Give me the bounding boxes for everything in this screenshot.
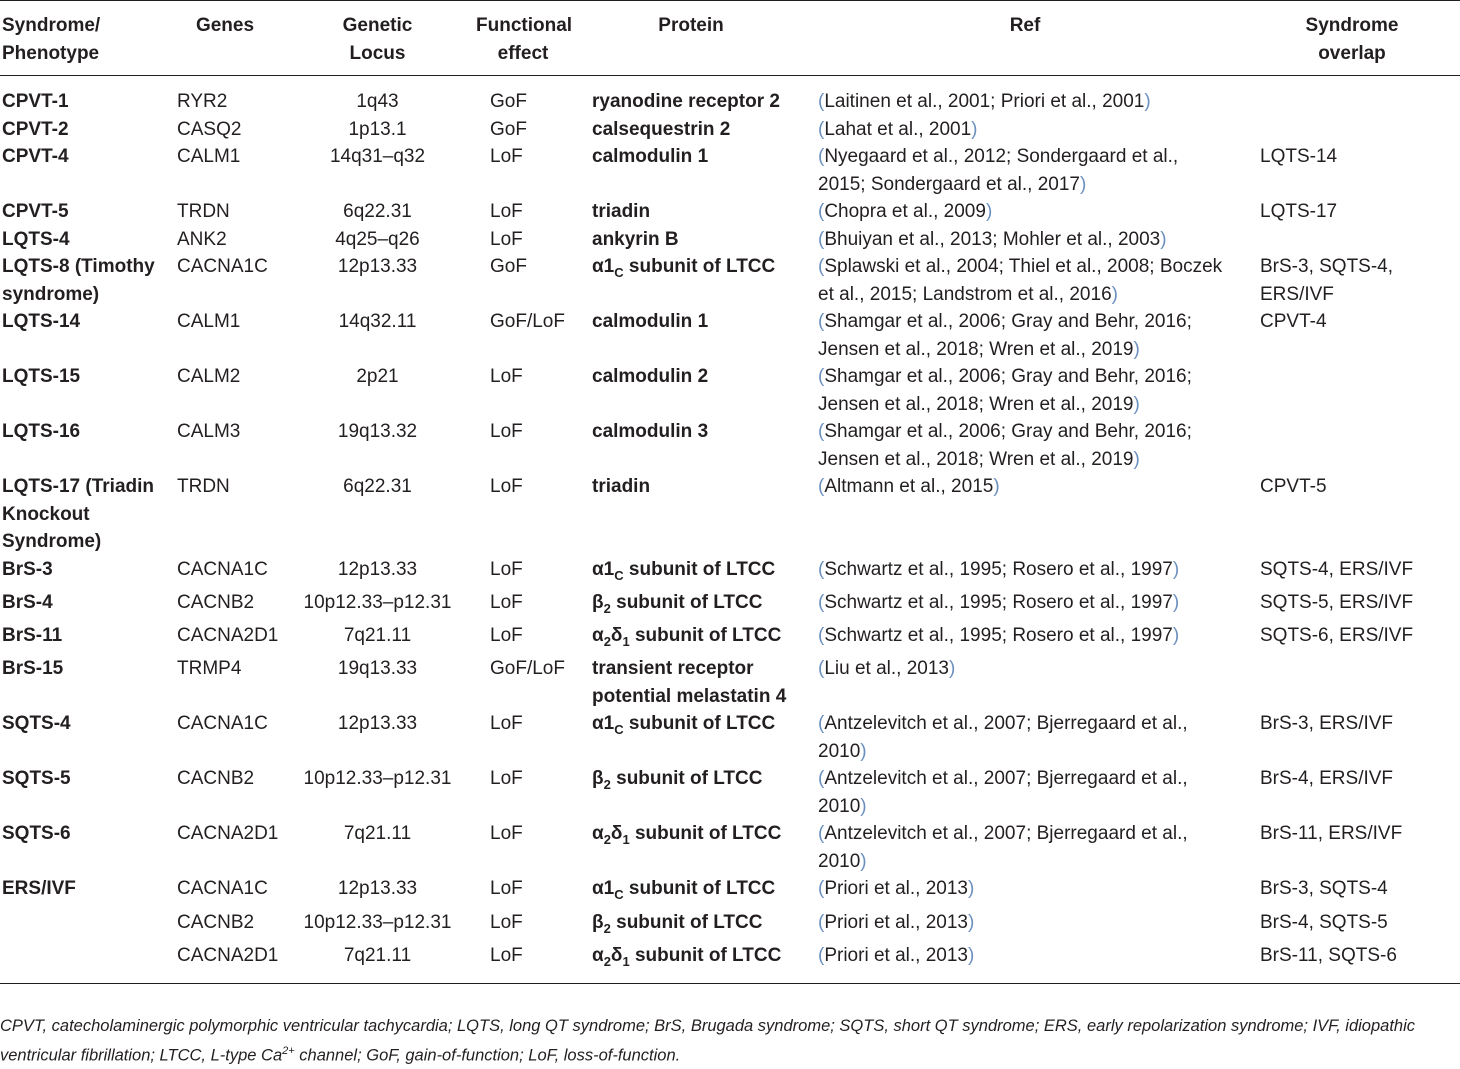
header-locus: Genetic Locus — [342, 15, 413, 64]
protein-cell: $\beta_2$ subunit of LTCC — [592, 768, 763, 793]
gene-cell: TRDN — [177, 476, 230, 497]
gene-cell: CACNA1C — [177, 713, 268, 735]
protein-cell: $\beta_2$ subunit of LTCC — [592, 911, 763, 936]
protein-cell: $\alpha 1_C$ subunit of LTCC — [592, 256, 776, 280]
header-ref: Ref — [1009, 15, 1041, 36]
ref-cell: (Laitinen et al., 2001; Priori et al., 2001) — [818, 91, 1151, 112]
table-row — [0, 226, 1460, 254]
ref-cell: (Antzelevitch et al., 2007; Bjerregaard et al., 2010) — [818, 823, 1188, 872]
locus-cell: 14q32.11 — [338, 311, 417, 332]
ref-cell: (Schwartz et al., 1995; Rosero et al., 1997) — [818, 625, 1180, 647]
syndrome-cell: CPVT-2 — [2, 118, 69, 140]
table-row — [0, 308, 1460, 363]
effect-cell: LoF — [490, 911, 523, 933]
overlap-cell: BrS-4, SQTS-5 — [1260, 911, 1388, 933]
syndrome-cell: LQTS-8 (Timothy syndrome) — [2, 256, 155, 305]
gene-cell: TRDN — [177, 201, 230, 222]
protein-cell: calmodulin 2 — [592, 366, 709, 387]
protein-cell: triadin — [592, 476, 651, 497]
effect-cell: LoF — [490, 476, 523, 497]
protein-cell: ankyrin B — [592, 228, 679, 250]
ref-cell: (Nyegaard et al., 2012; Sondergaard et al., 2015; Sondergaard et al., 2017) — [818, 146, 1179, 195]
effect-cell: LoF — [490, 768, 523, 790]
syndrome-cell: BrS-4 — [2, 591, 53, 613]
effect-cell: GoF/LoF — [490, 311, 565, 332]
table-footnote: CPVT, catecholaminergic polymorphic ventricular tachycardia; LQTS, long QT syndrome; BrS, Brugada syndrome; SQTS, short QT syndrome; ERS, early repolarization syndrome; IVF, idiopathic ventricular fibrillation; LTCC, L-type $Ca^{2+}$ channel; GoF, gain-of-function; LoF, loss-of-function. — [0, 1017, 1416, 1065]
syndrome-cell: LQTS-15 — [2, 366, 81, 387]
table-row — [0, 820, 1460, 875]
protein-cell: calmodulin 1 — [592, 146, 709, 167]
table-row — [0, 556, 1460, 589]
gene-cell: CALM2 — [177, 366, 241, 387]
protein-cell: calsequestrin 2 — [592, 118, 731, 140]
locus-cell: 6q22.31 — [343, 201, 412, 222]
protein-cell: triadin — [592, 201, 651, 222]
overlap-cell: CPVT-4 — [1260, 311, 1327, 332]
table-row — [0, 875, 1460, 908]
gene-cell: CALM1 — [177, 311, 241, 332]
gene-cell: TRMP4 — [177, 658, 242, 680]
ref-cell: (Antzelevitch et al., 2007; Bjerregaard et al., 2010) — [818, 713, 1188, 762]
locus-cell: 12p13.33 — [337, 878, 418, 900]
syndrome-cell: SQTS-6 — [2, 823, 71, 845]
syndrome-cell: LQTS-17 (Triadin Knockout Syndrome) — [2, 476, 155, 552]
protein-cell: $\alpha_2\delta_1$ subunit of LTCC — [592, 625, 782, 649]
table-header — [0, 1, 1460, 76]
effect-cell: LoF — [490, 366, 523, 387]
protein-cell: ryanodine receptor 2 — [592, 91, 780, 112]
header-overlap: Syndrome overlap — [1305, 15, 1399, 64]
locus-cell: 12p13.33 — [337, 558, 418, 580]
locus-cell: 19q13.33 — [337, 658, 418, 680]
ref-cell: (Altmann et al., 2015) — [818, 476, 1000, 497]
table-row — [0, 589, 1460, 622]
overlap-cell — [1244, 363, 1460, 418]
gene-cell: CALM3 — [177, 421, 241, 442]
gene-cell: CACNA1C — [177, 256, 268, 277]
ref-cell: (Liu et al., 2013) — [818, 658, 956, 680]
gene-cell: CALM1 — [177, 146, 241, 167]
effect-cell: LoF — [490, 558, 523, 580]
effect-cell: LoF — [490, 823, 523, 845]
ref-cell: (Shamgar et al., 2006; Gray and Behr, 2016; Jensen et al., 2018; Wren et al., 2019) — [818, 311, 1192, 360]
overlap-cell — [1244, 655, 1460, 710]
table-row — [0, 116, 1460, 144]
gene-cell: CACNA2D1 — [177, 625, 279, 647]
effect-cell: LoF — [490, 201, 523, 222]
locus-cell: 7q21.11 — [343, 625, 412, 647]
table-row — [0, 143, 1460, 198]
table-row — [0, 76, 1460, 116]
effect-cell: GoF/LoF — [490, 658, 565, 680]
locus-cell: 4q25–q26 — [335, 228, 420, 250]
protein-cell: $\alpha_2\delta_1$ subunit of LTCC — [592, 823, 782, 848]
effect-cell: LoF — [490, 591, 523, 613]
gene-cell: RYR2 — [177, 91, 228, 112]
syndrome-cell — [0, 942, 165, 984]
protein-cell: calmodulin 1 — [592, 311, 709, 332]
locus-cell: 10p12.33–p12.31 — [303, 911, 452, 933]
ref-cell: (Chopra et al., 2009) — [818, 201, 993, 222]
effect-cell: LoF — [490, 944, 523, 966]
locus-cell: 6q22.31 — [343, 476, 412, 497]
syndrome-cell: CPVT-5 — [2, 201, 69, 222]
ref-cell: (Priori et al., 2013) — [818, 878, 975, 900]
protein-cell: calmodulin 3 — [592, 421, 709, 442]
overlap-cell: SQTS-5, ERS/IVF — [1260, 591, 1414, 613]
locus-cell: 1q43 — [356, 91, 399, 112]
table-body — [0, 76, 1460, 984]
locus-cell: 7q21.11 — [343, 823, 412, 845]
ref-cell: (Lahat et al., 2001) — [818, 118, 978, 140]
effect-cell: LoF — [490, 878, 523, 900]
gene-cell: CACNA1C — [177, 878, 268, 900]
effect-cell: LoF — [490, 421, 523, 442]
syndrome-cell — [0, 909, 165, 942]
table-row — [0, 253, 1460, 308]
locus-cell: 7q21.11 — [343, 944, 412, 966]
table-row — [0, 909, 1460, 942]
ref-cell: (Bhuiyan et al., 2013; Mohler et al., 2003) — [818, 228, 1167, 250]
ref-cell: (Schwartz et al., 1995; Rosero et al., 1997) — [818, 591, 1180, 613]
overlap-cell: BrS-3, ERS/IVF — [1260, 713, 1394, 735]
locus-cell: 10p12.33–p12.31 — [303, 591, 452, 613]
syndrome-cell: SQTS-4 — [2, 713, 71, 735]
ref-cell: (Shamgar et al., 2006; Gray and Behr, 2016; Jensen et al., 2018; Wren et al., 2019) — [818, 366, 1192, 415]
gene-cell: CACNA1C — [177, 558, 268, 580]
effect-cell: LoF — [490, 625, 523, 647]
header-genes: Genes — [195, 15, 255, 36]
effect-cell: LoF — [490, 228, 523, 250]
syndrome-cell: CPVT-4 — [2, 146, 69, 167]
overlap-cell: BrS-3, SQTS-4 — [1260, 878, 1388, 900]
overlap-cell: LQTS-14 — [1260, 146, 1338, 167]
gene-cell: CACNB2 — [177, 768, 255, 790]
table-row — [0, 198, 1460, 226]
overlap-cell: BrS-4, ERS/IVF — [1260, 768, 1394, 790]
locus-cell: 14q31–q32 — [329, 146, 426, 167]
table-row — [0, 363, 1460, 418]
ref-cell: (Priori et al., 2013) — [818, 911, 975, 933]
syndrome-cell: CPVT-1 — [2, 91, 69, 112]
overlap-cell: BrS-3, SQTS-4, ERS/IVF — [1260, 256, 1394, 305]
effect-cell: LoF — [490, 713, 523, 735]
protein-cell: $\alpha 1_C$ subunit of LTCC — [592, 558, 776, 583]
table-row — [0, 622, 1460, 655]
syndrome-cell: ERS/IVF — [2, 878, 76, 900]
effect-cell: LoF — [490, 146, 523, 167]
protein-cell: $\alpha_2\delta_1$ subunit of LTCC — [592, 944, 782, 969]
ref-cell: (Antzelevitch et al., 2007; Bjerregaard et al., 2010) — [818, 768, 1188, 817]
overlap-cell — [1244, 116, 1460, 144]
syndrome-cell: BrS-11 — [2, 625, 63, 647]
overlap-cell: SQTS-4, ERS/IVF — [1260, 558, 1414, 580]
locus-cell: 1p13.1 — [348, 118, 407, 140]
gene-cell: CASQ2 — [177, 118, 242, 140]
syndrome-cell: LQTS-16 — [2, 421, 81, 442]
locus-cell: 10p12.33–p12.31 — [303, 768, 452, 790]
locus-cell: 12p13.33 — [337, 713, 418, 735]
table-row — [0, 942, 1460, 984]
header-protein: Protein — [658, 15, 724, 36]
protein-cell: transient receptor potential melastatin 4 — [592, 658, 787, 707]
gene-cell: CACNA2D1 — [177, 823, 279, 845]
overlap-cell: SQTS-6, ERS/IVF — [1260, 625, 1414, 647]
table-row — [0, 710, 1460, 765]
effect-cell: GoF — [490, 118, 527, 140]
table-row — [0, 765, 1460, 820]
table-row — [0, 473, 1460, 556]
syndrome-cell: BrS-3 — [2, 558, 53, 580]
overlap-cell: BrS-11, SQTS-6 — [1260, 944, 1397, 966]
header-effect: Functional effect — [476, 15, 573, 64]
syndrome-cell: LQTS-4 — [2, 228, 70, 250]
protein-cell: $\alpha 1_C$ subunit of LTCC — [592, 713, 776, 738]
gene-cell: CACNB2 — [177, 911, 255, 933]
locus-cell: 12p13.33 — [337, 256, 418, 277]
overlap-cell: LQTS-17 — [1260, 201, 1338, 222]
locus-cell: 19q13.32 — [337, 421, 418, 442]
ref-cell: (Shamgar et al., 2006; Gray and Behr, 2016; Jensen et al., 2018; Wren et al., 2019) — [818, 421, 1192, 470]
table-row — [0, 418, 1460, 473]
gene-cell: CACNA2D1 — [177, 944, 279, 966]
gene-cell: CACNB2 — [177, 591, 255, 613]
effect-cell: GoF — [490, 91, 527, 112]
overlap-cell — [1244, 418, 1460, 473]
table-row — [0, 655, 1460, 710]
ref-cell: (Priori et al., 2013) — [818, 944, 975, 966]
syndrome-cell: SQTS-5 — [2, 768, 71, 790]
syndrome-cell: LQTS-14 — [2, 311, 81, 332]
locus-cell: 2p21 — [356, 366, 399, 387]
overlap-cell — [1244, 226, 1460, 254]
protein-cell: $\alpha 1_C$ subunit of LTCC — [592, 878, 776, 903]
protein-cell: $\beta_2$ subunit of LTCC — [592, 591, 763, 616]
overlap-cell: CPVT-5 — [1260, 476, 1327, 497]
gene-cell: ANK2 — [177, 228, 227, 250]
header-syndrome: Syndrome/ Phenotype — [2, 15, 101, 64]
overlap-cell — [1244, 76, 1460, 116]
syndrome-cell: BrS-15 — [2, 658, 64, 680]
overlap-cell: BrS-11, ERS/IVF — [1260, 823, 1403, 845]
effect-cell: GoF — [490, 256, 527, 277]
ref-cell: (Schwartz et al., 1995; Rosero et al., 1997) — [818, 558, 1180, 580]
ref-cell: (Splawski et al., 2004; Thiel et al., 2008; Boczek et al., 2015; Landstrom et al., 2016) — [818, 256, 1223, 305]
